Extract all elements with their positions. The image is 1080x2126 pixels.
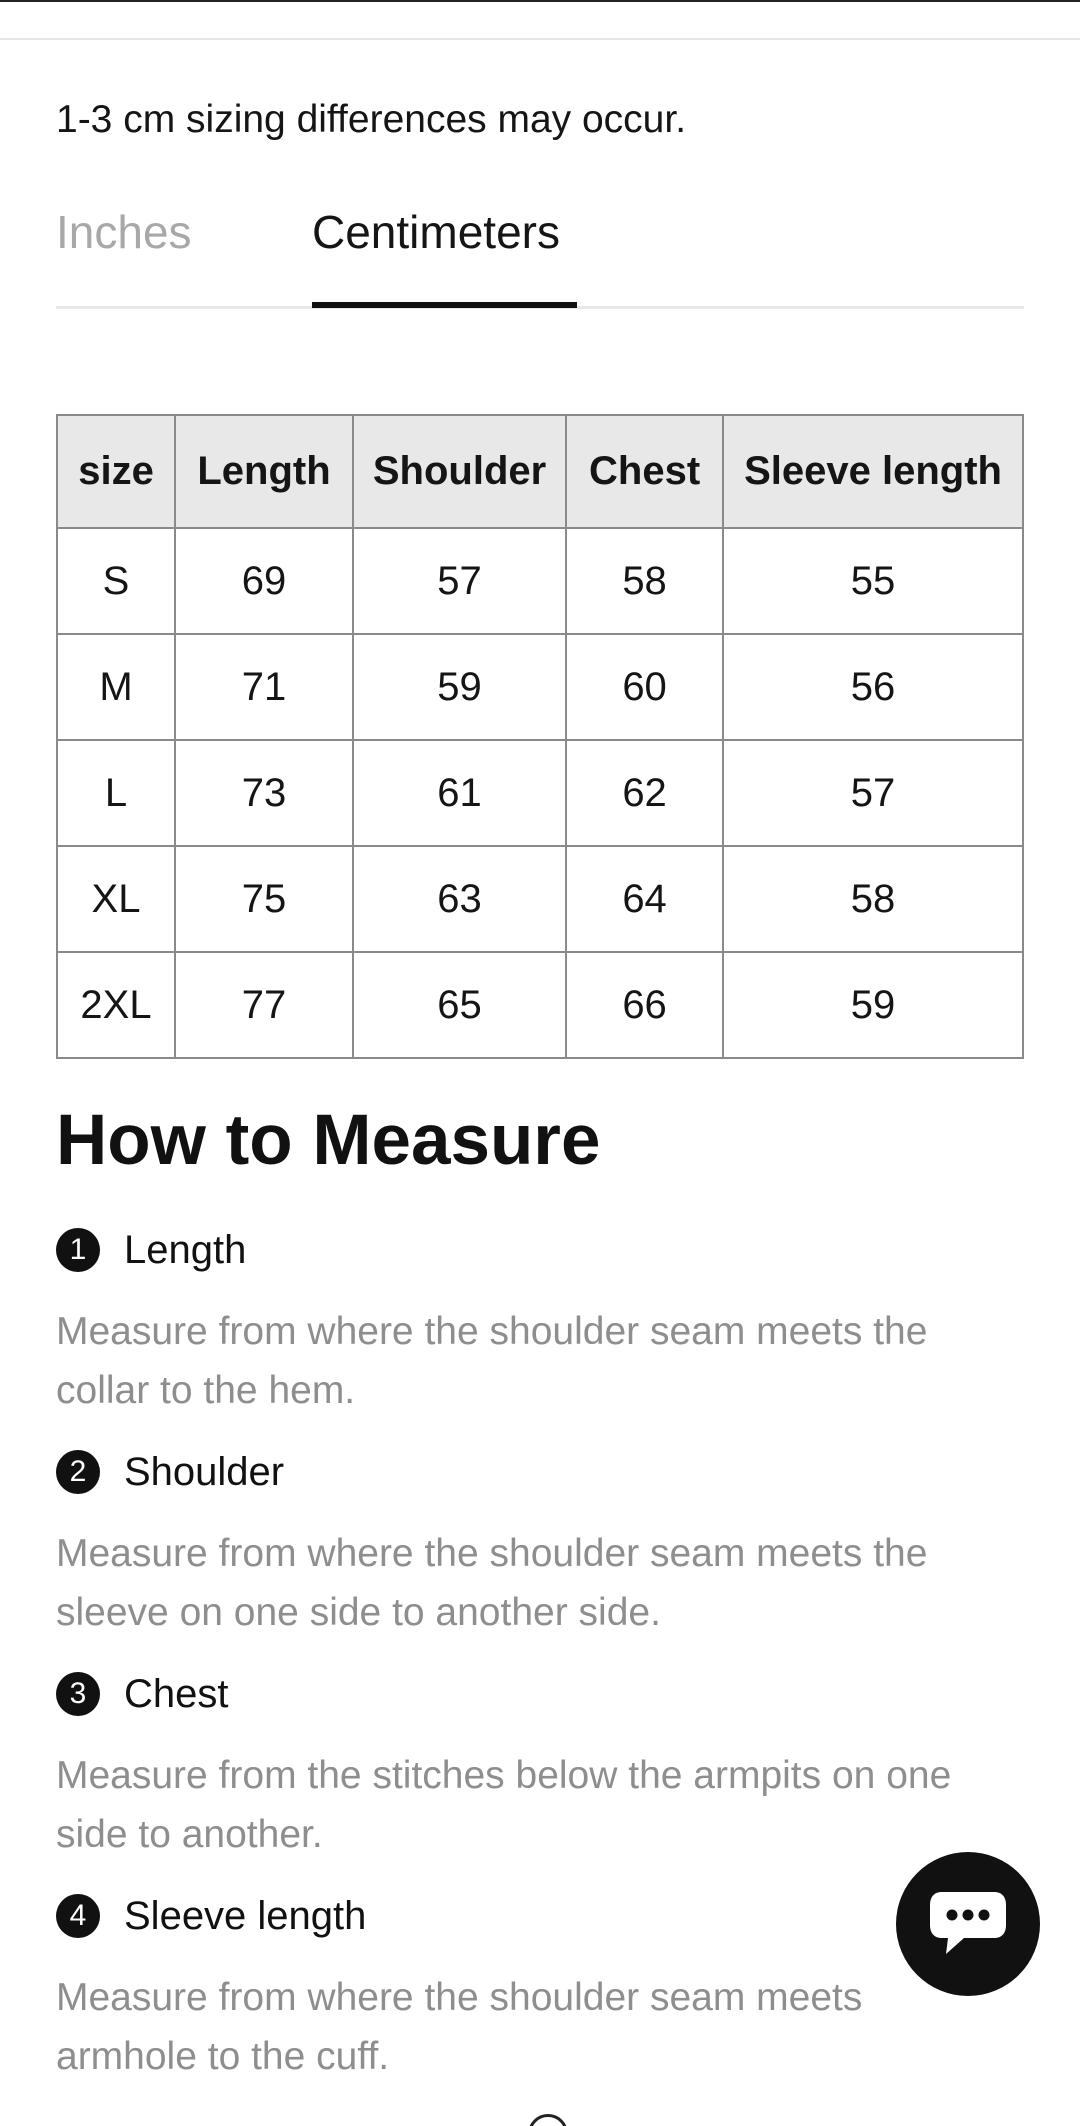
step-label: Sleeve length	[124, 1894, 367, 1938]
header-shoulder: Shoulder	[353, 415, 566, 528]
active-tab-indicator	[312, 302, 577, 308]
table-cell: 65	[353, 952, 566, 1058]
table-cell: 56	[723, 634, 1023, 740]
top-rule	[0, 0, 1080, 2]
chat-button[interactable]	[896, 1852, 1040, 1996]
step-description: Measure from where the shoulder seam meets the sleeve on one side to another side.	[56, 1532, 928, 1634]
table-cell: 57	[723, 740, 1023, 846]
table-cell: 57	[353, 528, 566, 634]
table-cell: 55	[723, 528, 1023, 634]
step-number-badge: 3	[56, 1672, 100, 1716]
unit-tabs	[56, 200, 1024, 310]
table-cell: 75	[175, 846, 353, 952]
step-number-badge: 4	[56, 1894, 100, 1938]
table-cell: 71	[175, 634, 353, 740]
step-number-badge: 2	[56, 1450, 100, 1494]
table-cell: 64	[566, 846, 723, 952]
table-row	[57, 740, 1023, 846]
table-cell: 77	[175, 952, 353, 1058]
table-cell: L	[57, 740, 175, 846]
table-cell: 66	[566, 952, 723, 1058]
step-heading	[56, 1666, 1024, 1722]
chat-bubble-icon	[928, 1888, 1008, 1960]
table-cell: 63	[353, 846, 566, 952]
step-label: Chest	[124, 1672, 229, 1716]
table-cell: S	[57, 528, 175, 634]
table-cell: M	[57, 634, 175, 740]
header-sleeve-length: Sleeve length	[723, 415, 1023, 528]
table-cell: 73	[175, 740, 353, 846]
table-cell: 69	[175, 528, 353, 634]
step-description: Measure from where the shoulder seam meets the collar to the hem.	[56, 1310, 928, 1412]
table-cell: 2XL	[57, 952, 175, 1058]
header-chest: Chest	[566, 415, 723, 528]
header-length: Length	[175, 415, 353, 528]
table-cell: 59	[723, 952, 1023, 1058]
how-to-measure-title: How to Measure	[56, 1101, 601, 1180]
step-label: Shoulder	[124, 1450, 285, 1494]
top-divider	[0, 38, 1080, 40]
step-number-badge: 1	[56, 1228, 100, 1272]
table-cell: 61	[353, 740, 566, 846]
table-cell: 59	[353, 634, 566, 740]
measure-step-sleeve-length	[56, 1888, 1024, 2086]
table-cell: XL	[57, 846, 175, 952]
sizing-notice: 1-3 cm sizing differences may occur.	[56, 98, 687, 141]
measure-step-chest	[56, 1666, 1024, 1864]
scroll-indicator-icon	[528, 2114, 568, 2126]
table-row	[57, 952, 1023, 1058]
step-heading	[56, 1444, 1024, 1500]
size-table	[56, 414, 1024, 1059]
step-heading	[56, 1888, 1024, 1944]
table-cell: 58	[566, 528, 723, 634]
table-row	[57, 634, 1023, 740]
tab-centimeters[interactable]: Centimeters	[312, 206, 560, 258]
measure-step-length	[56, 1222, 1024, 1420]
step-label: Length	[124, 1228, 247, 1272]
table-header-row	[57, 415, 1023, 528]
table-cell: 62	[566, 740, 723, 846]
table-row	[57, 846, 1023, 952]
tab-inches[interactable]: Inches	[56, 206, 192, 258]
step-description: Measure from the stitches below the armpits on one side to another.	[56, 1754, 952, 1856]
table-cell: 60	[566, 634, 723, 740]
table-cell: 58	[723, 846, 1023, 952]
step-description: Measure from where the shoulder seam meets armhole to the cuff.	[56, 1976, 863, 2078]
header-size: size	[57, 415, 175, 528]
measure-step-shoulder	[56, 1444, 1024, 1642]
step-heading	[56, 1222, 1024, 1278]
table-row	[57, 528, 1023, 634]
